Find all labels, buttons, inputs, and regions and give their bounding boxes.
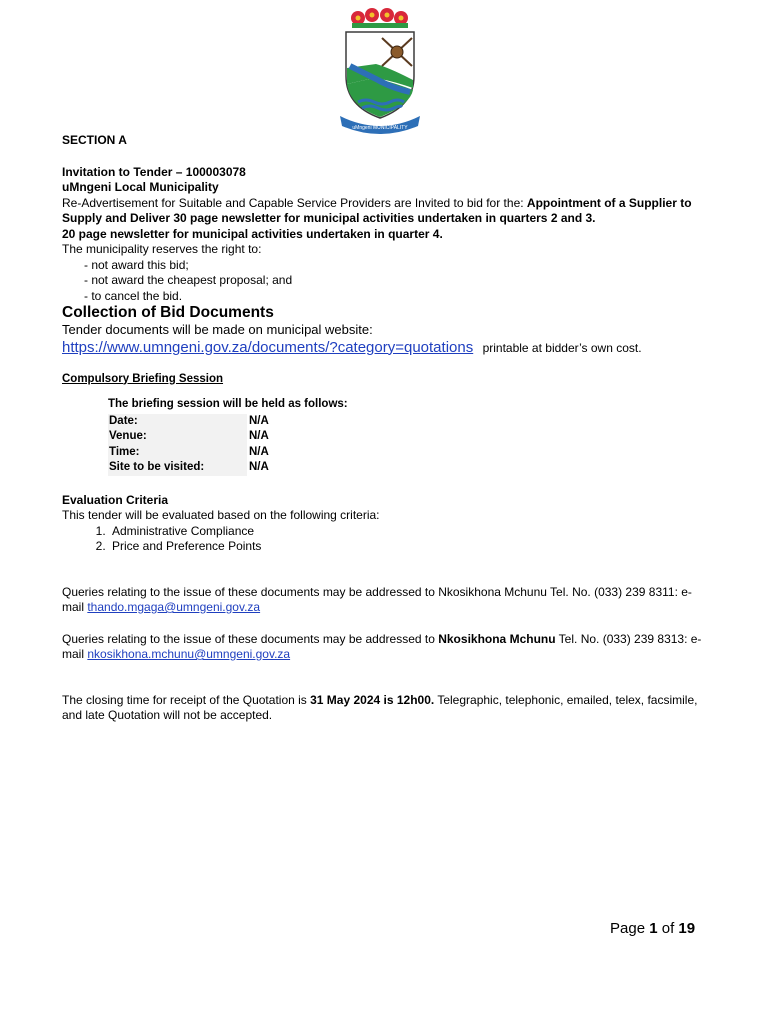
- email-link-nkosikhona[interactable]: nkosikhona.mchunu@umngeni.gov.za: [87, 647, 291, 661]
- briefing-value: N/A: [249, 414, 269, 427]
- closing-paragraph: [62, 693, 702, 724]
- municipal-crest-icon: [330, 8, 430, 134]
- briefing-value: N/A: [249, 430, 269, 442]
- website-line: [62, 338, 702, 358]
- briefing-label: Time:: [108, 445, 247, 461]
- collection-text: Tender documents will be made on municipal website:: [62, 322, 373, 337]
- briefing-intro: The briefing session will be held as follows:: [108, 398, 348, 410]
- query2-name: Nkosikhona Mchunu: [438, 631, 556, 646]
- intro-plain: Re-Advertisement for Suitable and Capable Service Providers are Invited to bid for the:: [62, 195, 527, 210]
- table-row: [108, 414, 269, 430]
- briefing-label: Date:: [108, 414, 247, 430]
- evaluation-intro: This tender will be evaluated based on the following criteria:: [62, 508, 380, 522]
- query2-prefix: Queries relating to the issue of these documents may be addressed to: [62, 631, 439, 646]
- closing-suffix: Telegraphic, telephonic, emailed, telex, facsimile, and late Quotation will not be accepted.: [62, 692, 698, 722]
- evaluation-list: [62, 524, 702, 555]
- reserves-item: - to cancel the bid.: [84, 288, 183, 303]
- reserves-list: [62, 258, 702, 305]
- page-total: 19: [678, 920, 696, 937]
- table-row: [108, 460, 269, 476]
- briefing-label: Site to be visited:: [108, 460, 247, 476]
- briefing-label: Venue:: [108, 429, 247, 445]
- briefing-table: [108, 414, 269, 476]
- crest-scroll-text: uMngeni MUNICIPALITY: [352, 125, 408, 131]
- query2-suffix: Tel. No. (033) 239 8313: e-mail: [62, 631, 702, 661]
- website-suffix: printable at bidder’s own cost.: [482, 340, 642, 355]
- website-link[interactable]: https://www.umngeni.gov.za/documents/?category=quotations: [62, 338, 474, 356]
- page-number: [610, 920, 695, 937]
- evaluation-title: Evaluation Criteria: [62, 492, 169, 507]
- page-word: Page: [610, 920, 646, 937]
- intro-paragraph: [62, 196, 702, 227]
- tender-heading: Invitation to Tender – 100003078: [62, 164, 246, 179]
- section-label: SECTION A: [62, 133, 127, 147]
- collection-heading: Collection of Bid Documents: [62, 304, 274, 321]
- municipality-name: uMngeni Local Municipality: [62, 180, 219, 194]
- intro-bold-2: 20 page newsletter for municipal activities undertaken in quarter 4.: [62, 226, 443, 241]
- closing-prefix: The closing time for receipt of the Quotation is: [62, 692, 311, 707]
- query-paragraph-2: [62, 632, 702, 663]
- briefing-value: N/A: [249, 461, 269, 473]
- reserves-intro: The municipality reserves the right to:: [62, 242, 262, 256]
- query-paragraph-1: [62, 585, 702, 616]
- list-item: 2. Price and Preference Points: [109, 539, 702, 555]
- page-current: 1: [649, 920, 658, 937]
- email-link-thando[interactable]: thando.mgaga@umngeni.gov.za: [87, 600, 261, 614]
- reserves-item: - not award this bid;: [84, 257, 189, 272]
- page-of: of: [661, 920, 675, 937]
- briefing-value: N/A: [249, 445, 269, 458]
- intro-bold-1: Appointment of a Supplier to Supply and Deliver 30 page newsletter for municipal activities undertaken in quarters 2 and 3.: [62, 195, 692, 225]
- table-row: [108, 429, 269, 445]
- document-body: [62, 133, 702, 724]
- briefing-block: [108, 397, 702, 476]
- list-item: 1. Administrative Compliance: [109, 524, 702, 540]
- briefing-title: Compulsory Briefing Session: [62, 372, 224, 385]
- table-row: [108, 445, 269, 461]
- crest-flowers: [351, 8, 408, 28]
- reserves-item: - not award the cheapest proposal; and: [84, 273, 293, 287]
- closing-date: 31 May 2024 is 12h00.: [310, 692, 435, 707]
- query1-text: Queries relating to the issue of these documents may be addressed to Nkosikhona Mchunu Tel. No. (033) 239 8311: e-mail: [62, 584, 692, 614]
